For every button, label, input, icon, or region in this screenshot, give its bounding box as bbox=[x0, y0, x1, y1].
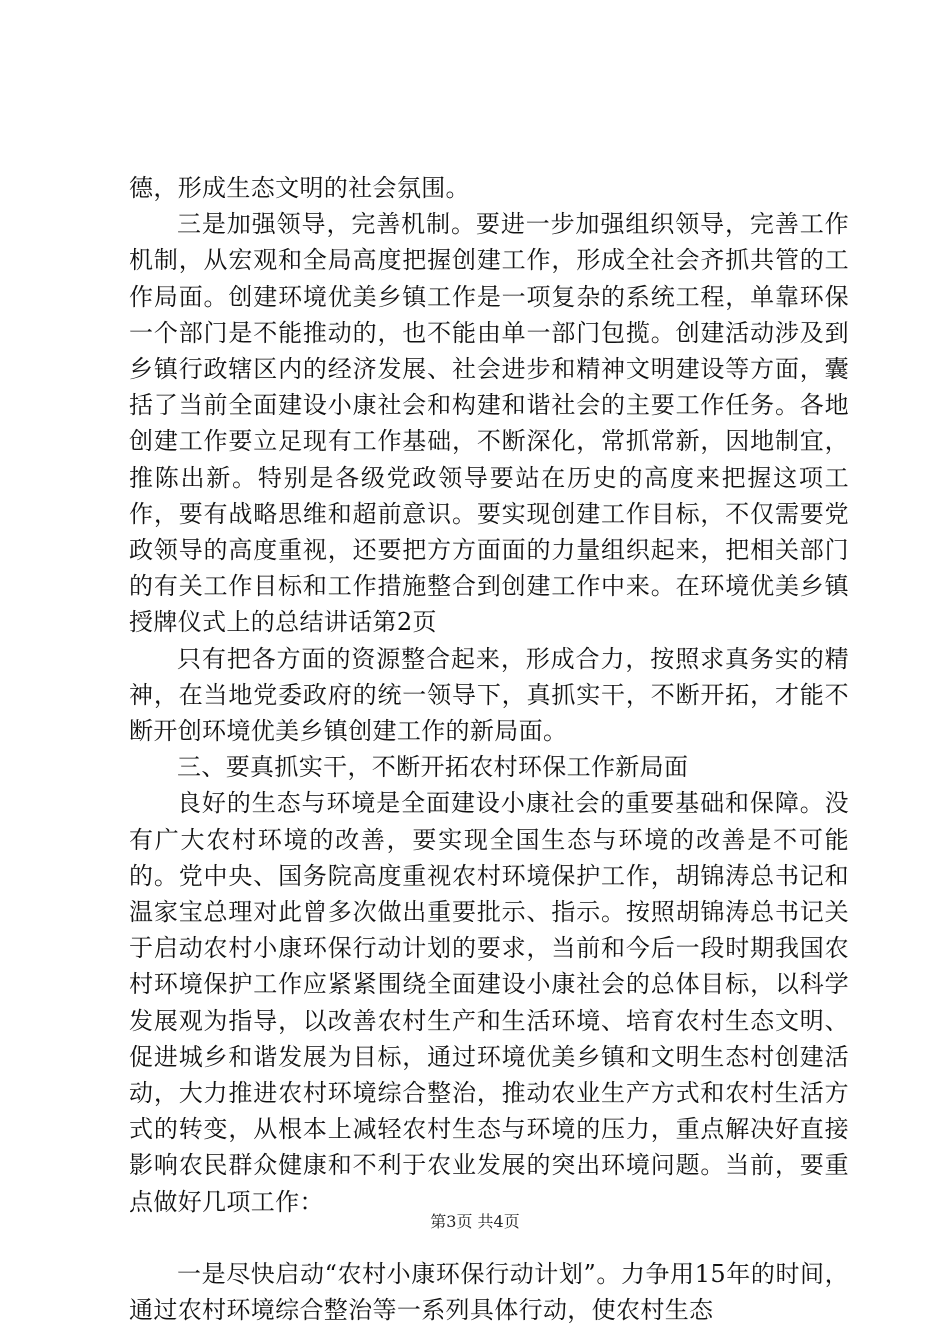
paragraph-ecology: 良好的生态与环境是全面建设小康社会的重要基础和保障。没有广大农村环境的改善，要实现全国生态与环境的改善是不可能的。党中央、国务院高度重视农村环境保护工作，胡锦涛总书记和温家宝总理对此曾多次做出重要批示、指示。按照胡锦涛总书记关于启动农村小康环保行动计划的要求，当前和今后一段时期我国农村环境保护工作应紧紧围绕全面建设小康社会的总体目标，以科学发展观为指导，以改善农村生产和生活环境、培育农村生态文明、促进城乡和谐发展为目标，通过环境优美乡镇和文明生态村创建活动，大力推进农村环境综合整治，推动农业生产方式和农村生活方式的转变，从根本上减轻农村生态与环境的压力，重点解决好直接影响农民群众健康和不利于农业发展的突出环境问题。当前，要重点做好几项工作： bbox=[129, 789, 849, 1216]
paragraph-action-plan: 一是尽快启动“农村小康环保行动计划”。力争用15年的时间，通过农村环境综合整治等一系列具体行动，使农村生态 bbox=[129, 1259, 849, 1325]
document-body bbox=[129, 170, 849, 1328]
page-footer bbox=[0, 1211, 950, 1233]
paragraph-continuation: 德，形成生态文明的社会氛围。 bbox=[129, 174, 470, 202]
paragraph-integration: 只有把各方面的资源整合起来，形成合力，按照求真务实的精神，在当地党委政府的统一领导下，真抓实干，不断开拓，才能不断开创环境优美乡镇创建工作的新局面。 bbox=[129, 644, 849, 746]
section-heading: 三、要真抓实干，不断开拓农村环保工作新局面 bbox=[177, 753, 689, 782]
page-indicator: 第3页 共4页 bbox=[430, 1212, 520, 1231]
paragraph-leadership: 三是加强领导，完善机制。要进一步加强组织领导，完善工作机制，从宏观和全局高度把握创建工作，形成全社会齐抓共管的工作局面。创建环境优美乡镇工作是一项复杂的系统工程，单靠环保一个部门是不能推动的，也不能由单一部门包揽。创建活动涉及到乡镇行政辖区内的经济发展、社会进步和精神文明建设等方面，囊括了当前全面建设小康社会和构建和谐社会的主要工作任务。各地创建工作要立足现有工作基础，不断深化，常抓常新，因地制宜，推陈出新。特别是各级党政领导要站在历史的高度来把握这项工作，要有战略思维和超前意识。要实现创建工作目标，不仅需要党政领导的高度重视，还要把方方面面的力量组织起来，把相关部门的有关工作目标和工作措施整合到创建工作中来。在环境优美乡镇授牌仪式上的总结讲话第2页 bbox=[129, 210, 849, 637]
